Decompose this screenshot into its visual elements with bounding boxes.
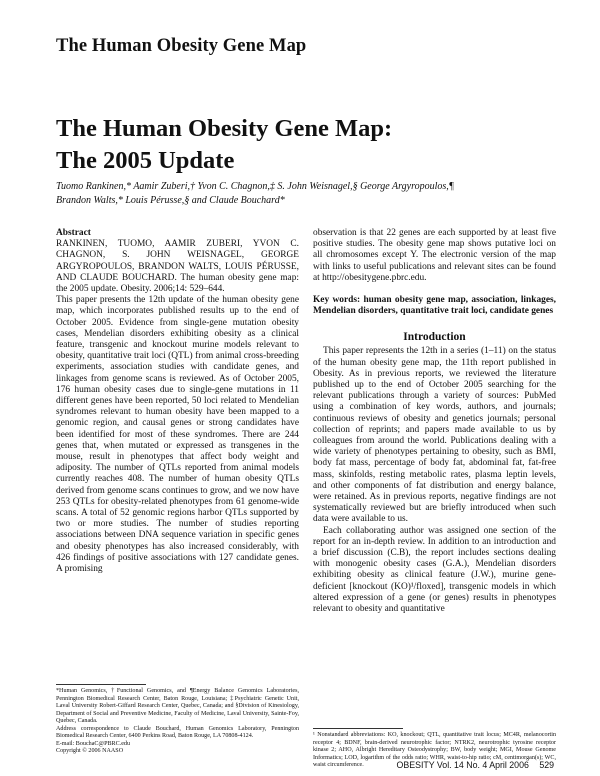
page-number: 529 — [539, 760, 554, 770]
correspondence-email[interactable]: E-mail: BouchaC@PBRC.edu — [56, 740, 130, 747]
right-column — [313, 228, 556, 615]
article-title — [56, 113, 556, 177]
abstract-body: This paper presents the 12th update of the human obesity gene map, which incorporates published results up to the end of October 2005. Evidence from single-gene mutation obesity cases, Mendelian disorders exhibiting obesity as a clinical feature, transgenic and knockout murine models relevant to obesity, quantitative trait loci (QTL) from animal cross-breeding experiments, association studies with candidate genes, and linkages from genome scans is reviewed. As of October 2005, 176 human obesity cases due to single-gene mutations in 11 different genes have been reported, 50 loci related to Mendelian syndromes relevant to human obesity have been mapped to a genomic region, and causal genes or strong candidates have been identified for most of these syndromes. There are 244 genes that, when mutated or expressed as transgenes in the mouse, result in phenotypes that affect body weight and adiposity. The number of QTLs reported from animal models currently reaches 408. The number of human obesity QTLs derived from genome scans continues to grow, and we now have 253 QTLs for obesity-related phenotypes from 61 genome-wide scans. A total of 52 genomic regions harbor QTLs supported by two or more studies. The number of studies reporting associations between DNA sequence variation in specific genes and obesity phenotypes has also increased considerably, with 426 findings of positive associations with 127 candidate genes. A promising — [56, 295, 299, 575]
copyright-notice: Copyright © 2006 NAASO — [56, 748, 124, 754]
affiliation-footnote — [56, 688, 299, 756]
abstract-citation: RANKINEN, TUOMO, AAMIR ZUBERI, YVON C. CHAGNON, S. JOHN WEISNAGEL, GEORGE ARGYROPOULOS, BRANDON WALTS, LOUIS PÉRUSSE, AND CLAUDE BOUCHARD. The human obesity gene map: the 2005 update. Obesity. 2006;14: 529–644. — [56, 239, 299, 295]
journal-issue: OBESITY Vol. 14 No. 4 April 2006 — [396, 760, 529, 770]
abstract-heading: Abstract — [56, 228, 91, 238]
left-column — [56, 228, 299, 575]
running-head: The Human Obesity Gene Map — [56, 36, 307, 56]
footnote-rule-left — [56, 684, 146, 685]
authors-line-2: Brandon Walts,* Louis Pérusse,§ and Claude Bouchard* — [56, 195, 285, 206]
intro-paragraph-1: This paper represents the 12th in a series (1–11) on the status of the human obesity gene map, the 11th report published in Obesity. As in previous reports, we reviewed the literature published up to the end of October 2005 searching for the relevant publications through a variety of sources: PubMed using a combination of key words, authors, and journals; continuous reviews of obesity and genetics journals; personal collection of reprints; and papers made available to us by colleagues from around the world. Publications dealing with a wide variety of phenotypes pertaining to obesity, such as BMI, body fat mass, percentage of body fat, abdominal fat, fat-free mass, skinfolds, resting metabolic rates, plasma leptin levels, and other components of fat distribution and energy balance, were retained. As in previous reports, negative findings are not systematically reviewed but are briefly introduced when such data were available to us. — [313, 346, 556, 525]
title-line-1: The Human Obesity Gene Map: — [56, 115, 393, 142]
keywords: Key words: human obesity gene map, association, linkages, Mendelian disorders, quantitative trait loci, candidate genes — [313, 295, 556, 317]
title-line-2: The 2005 Update — [56, 147, 235, 174]
author-list — [56, 180, 576, 208]
page-footer — [389, 760, 555, 770]
intro-paragraph-2: Each collaborating author was assigned one section of the report for an in-depth review. In addition to an introduction and a brief discussion (C.B), the report includes sections dealing with monogenic obesity cases (G.A.), Mendelian disorders exhibiting obesity as clinical feature (J.W.), murine gene-deficient [knockout (KO)¹/floxed], transgenic models in which altered expression of a gene (or genes) results in phenotypes relevant to obesity and quantitative — [313, 525, 556, 615]
affiliations: *Human Genomics, †Functional Genomics, and ¶Energy Balance Genomics Laboratories, Pennington Biomedical Research Center, Baton Rouge, Louisiana; ‡Psychiatric Genetic Unit, Laval University Robert-Giffard Research Center, Quebec, Canada; and §Division of Kinesiology, Department of Social and Preventive Medicine, Faculty of Medicine, Laval University, Sainte-Foy, Quebec, Canada. — [56, 688, 299, 724]
correspondence-address: Address correspondence to Claude Bouchard, Human Genomics Laboratory, Pennington Biomedical Research Center, 6400 Perkins Road, Baton Rouge, LA 70808-4124. — [56, 725, 299, 739]
abbreviations-text: ¹ Nonstandard abbreviations: KO, knockout; QTL, quantitative trait locus; MC4R, melanocortin receptor 4; BDNF, brain-derived neurotrophic factor; NTRK2, neurotrophic tyrosine receptor kinase 2; AHO, Albright Hereditary Osteodystrophy; BW, body weight; MGI, Mouse Genome Informatics; LOD, logarithm of the odds ratio; WHR, waist-to-hip ratio; cM, centimorgan(s); WC, waist circumference. — [313, 732, 556, 768]
footnote-rule-right — [313, 728, 403, 729]
authors-line-1: Tuomo Rankinen,* Aamir Zuberi,† Yvon C. Chagnon,‡ S. John Weisnagel,§ George Argyropoulos,¶ — [56, 181, 455, 192]
introduction-heading: Introduction — [403, 331, 466, 344]
abstract-continued: observation is that 22 genes are each supported by at least five positive studies. The obesity gene map shows putative loci on all chromosomes except Y. The electronic version of the map with links to useful publications and relevant sites can be found at http://obesitygene.pbrc.edu. — [313, 228, 556, 283]
